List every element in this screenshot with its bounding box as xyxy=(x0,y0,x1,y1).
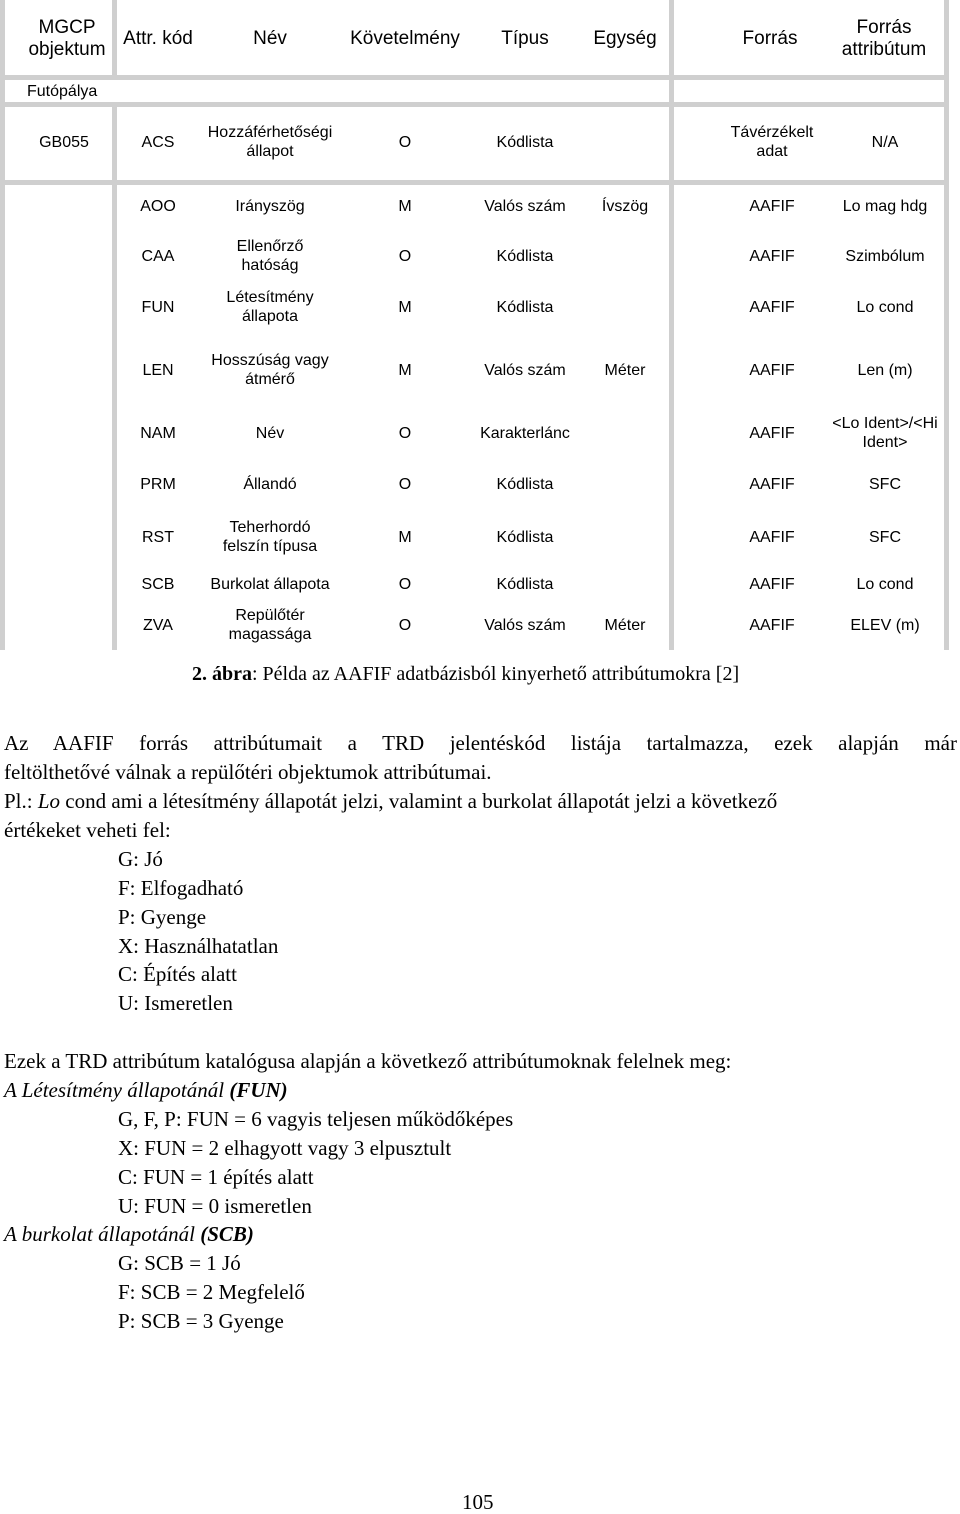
cell-code: CAA xyxy=(141,247,175,265)
cell-source: AAFIF xyxy=(749,298,795,316)
cell-name: Hosszúság vagy átmérő xyxy=(211,352,329,388)
cell-code: PRM xyxy=(140,475,176,493)
cell-req: O xyxy=(398,247,412,265)
cell-source: AAFIF xyxy=(749,197,795,215)
grid-line xyxy=(0,75,949,80)
figure-caption xyxy=(192,662,739,686)
cell-req: O xyxy=(398,475,412,493)
header-type: Típus xyxy=(501,28,549,49)
cell-code: NAM xyxy=(140,424,176,442)
fun-item: X: FUN = 2 elhagyott vagy 3 elpusztult xyxy=(118,1136,452,1160)
fun-item: G, F, P: FUN = 6 vagyis teljesen működőképes xyxy=(118,1107,514,1131)
paragraph-2-text: cond ami a létesítmény állapotát jelzi, valamint a burkolat állapotát jelzi a következő xyxy=(60,789,778,813)
cell-name: Létesítmény állapota xyxy=(226,289,314,325)
fun-heading xyxy=(4,1078,288,1102)
cell-req: M xyxy=(398,528,412,546)
cell-code: ACS xyxy=(141,133,175,151)
scb-item: P: SCB = 3 Gyenge xyxy=(118,1309,284,1333)
cell-type: Valós szám xyxy=(484,616,566,634)
header-unit: Egység xyxy=(593,28,657,49)
header-attr-code: Attr. kód xyxy=(123,28,193,49)
fun-item: C: FUN = 1 építés alatt xyxy=(118,1165,314,1189)
cell-attr: ELEV (m) xyxy=(850,616,920,634)
cell-code: RST xyxy=(142,528,174,546)
cell-type: Kódlista xyxy=(496,247,554,265)
fun-heading-code: (FUN) xyxy=(229,1078,288,1102)
cell-name: Hozzáférhetőségi állapot xyxy=(207,124,333,160)
cell-unit: Méter xyxy=(604,616,646,634)
cell-source: Távérzékelt adat xyxy=(730,124,814,160)
fun-item: U: FUN = 0 ismeretlen xyxy=(118,1194,312,1218)
scb-item: F: SCB = 2 Megfelelő xyxy=(118,1280,305,1304)
cell-name: Irányszög xyxy=(235,197,305,215)
cell-source: AAFIF xyxy=(749,616,795,634)
cell-source: AAFIF xyxy=(749,575,795,593)
cell-code: FUN xyxy=(141,298,175,316)
code-item: F: Elfogadható xyxy=(118,876,244,900)
cell-attr: Lo mag hdg xyxy=(842,197,928,215)
cell-type: Kódlista xyxy=(496,475,554,493)
cell-source: AAFIF xyxy=(749,361,795,379)
cell-source: AAFIF xyxy=(749,528,795,546)
example-prefix: Pl. xyxy=(4,789,27,813)
header-source-attr: Forrás attribútum xyxy=(841,17,927,60)
cell-name: Ellenőrző hatóság xyxy=(236,238,304,274)
cell-req: O xyxy=(398,133,412,151)
scb-item: G: SCB = 1 Jó xyxy=(118,1251,241,1275)
cell-name: Állandó xyxy=(243,475,297,493)
code-item: X: Használhatatlan xyxy=(118,934,279,958)
cell-name: Név xyxy=(255,424,285,442)
cell-attr: SFC xyxy=(869,475,901,493)
cell-req: O xyxy=(398,424,412,442)
paragraph-2-line-2: értékeket veheti fel: xyxy=(4,818,171,842)
page-number: 105 xyxy=(462,1490,494,1514)
cell-source: AAFIF xyxy=(749,475,795,493)
scb-heading-code: (SCB) xyxy=(200,1222,254,1246)
cell-unit: Ívszög xyxy=(601,197,649,215)
cell-attr: Lo cond xyxy=(856,575,914,593)
grid-line xyxy=(0,0,5,650)
attribute-table xyxy=(0,0,960,650)
cell-source: AAFIF xyxy=(749,424,795,442)
cell-name: Burkolat állapota xyxy=(210,575,330,593)
cell-name: Teherhordó felszín típusa xyxy=(222,519,318,555)
cell-type: Valós szám xyxy=(484,197,566,215)
cell-mgcp: GB055 xyxy=(39,133,89,151)
cell-attr: Szimbólum xyxy=(845,247,925,265)
fun-heading-text: A Létesítmény állapotánál xyxy=(4,1078,230,1102)
code-item: C: Építés alatt xyxy=(118,962,237,986)
code-item: U: Ismeretlen xyxy=(118,991,233,1015)
caption-label: 2. ábra xyxy=(192,663,252,685)
cell-attr: Lo cond xyxy=(856,298,914,316)
cell-req: O xyxy=(398,616,412,634)
paragraph-1-line-1: Az AAFIF forrás attribútumait a TRD jelentéskód listája tartalmazza, ezek alapján már xyxy=(4,731,957,755)
cell-name: Repülőtér magassága xyxy=(228,607,312,643)
cell-attr: SFC xyxy=(869,528,901,546)
cell-req: M xyxy=(398,361,412,379)
paragraph-2-line-1 xyxy=(4,789,777,813)
code-item: G: Jó xyxy=(118,847,163,871)
grid-line xyxy=(669,0,674,650)
paragraph-1-line-2: feltölthetővé válnak a repülőtéri objektumok attribútumai. xyxy=(4,760,492,784)
cell-req: M xyxy=(398,298,412,316)
cell-type: Kódlista xyxy=(496,575,554,593)
cell-type: Valós szám xyxy=(484,361,566,379)
cell-req: M xyxy=(398,197,412,215)
cell-source: AAFIF xyxy=(749,247,795,265)
header-source: Forrás xyxy=(742,28,798,49)
header-mgcp: MGCP objektum xyxy=(28,17,106,60)
header-requirement: Követelmény xyxy=(350,28,460,49)
code-item: P: Gyenge xyxy=(118,905,207,929)
cell-code: LEN xyxy=(142,361,174,379)
group-label: Futópálya xyxy=(27,82,98,100)
cell-req: O xyxy=(398,575,412,593)
cell-type: Kódlista xyxy=(496,298,554,316)
cell-attr: N/A xyxy=(871,133,899,151)
lo-term: Lo xyxy=(37,789,61,813)
cell-code: ZVA xyxy=(143,616,173,634)
cell-type: Kódlista xyxy=(496,133,554,151)
grid-line xyxy=(0,180,949,185)
grid-line xyxy=(0,102,949,107)
example-colon: : xyxy=(26,789,38,813)
cell-code: SCB xyxy=(141,575,175,593)
cell-type: Karakterlánc xyxy=(480,424,570,442)
scb-heading xyxy=(4,1222,254,1246)
cell-attr: Len (m) xyxy=(857,361,913,379)
cell-unit: Méter xyxy=(604,361,646,379)
cell-code: AOO xyxy=(140,197,176,215)
caption-text: : Példa az AAFIF adatbázisból kinyerhető attribútumokra [2] xyxy=(252,663,740,685)
cell-attr: <Lo Ident>/<Hi Ident> xyxy=(832,415,938,451)
paragraph-3: Ezek a TRD attribútum katalógusa alapján a következő attribútumoknak felelnek meg: xyxy=(4,1049,732,1073)
header-name: Név xyxy=(253,28,287,49)
cell-type: Kódlista xyxy=(496,528,554,546)
scb-heading-text: A burkolat állapotánál xyxy=(4,1222,201,1246)
